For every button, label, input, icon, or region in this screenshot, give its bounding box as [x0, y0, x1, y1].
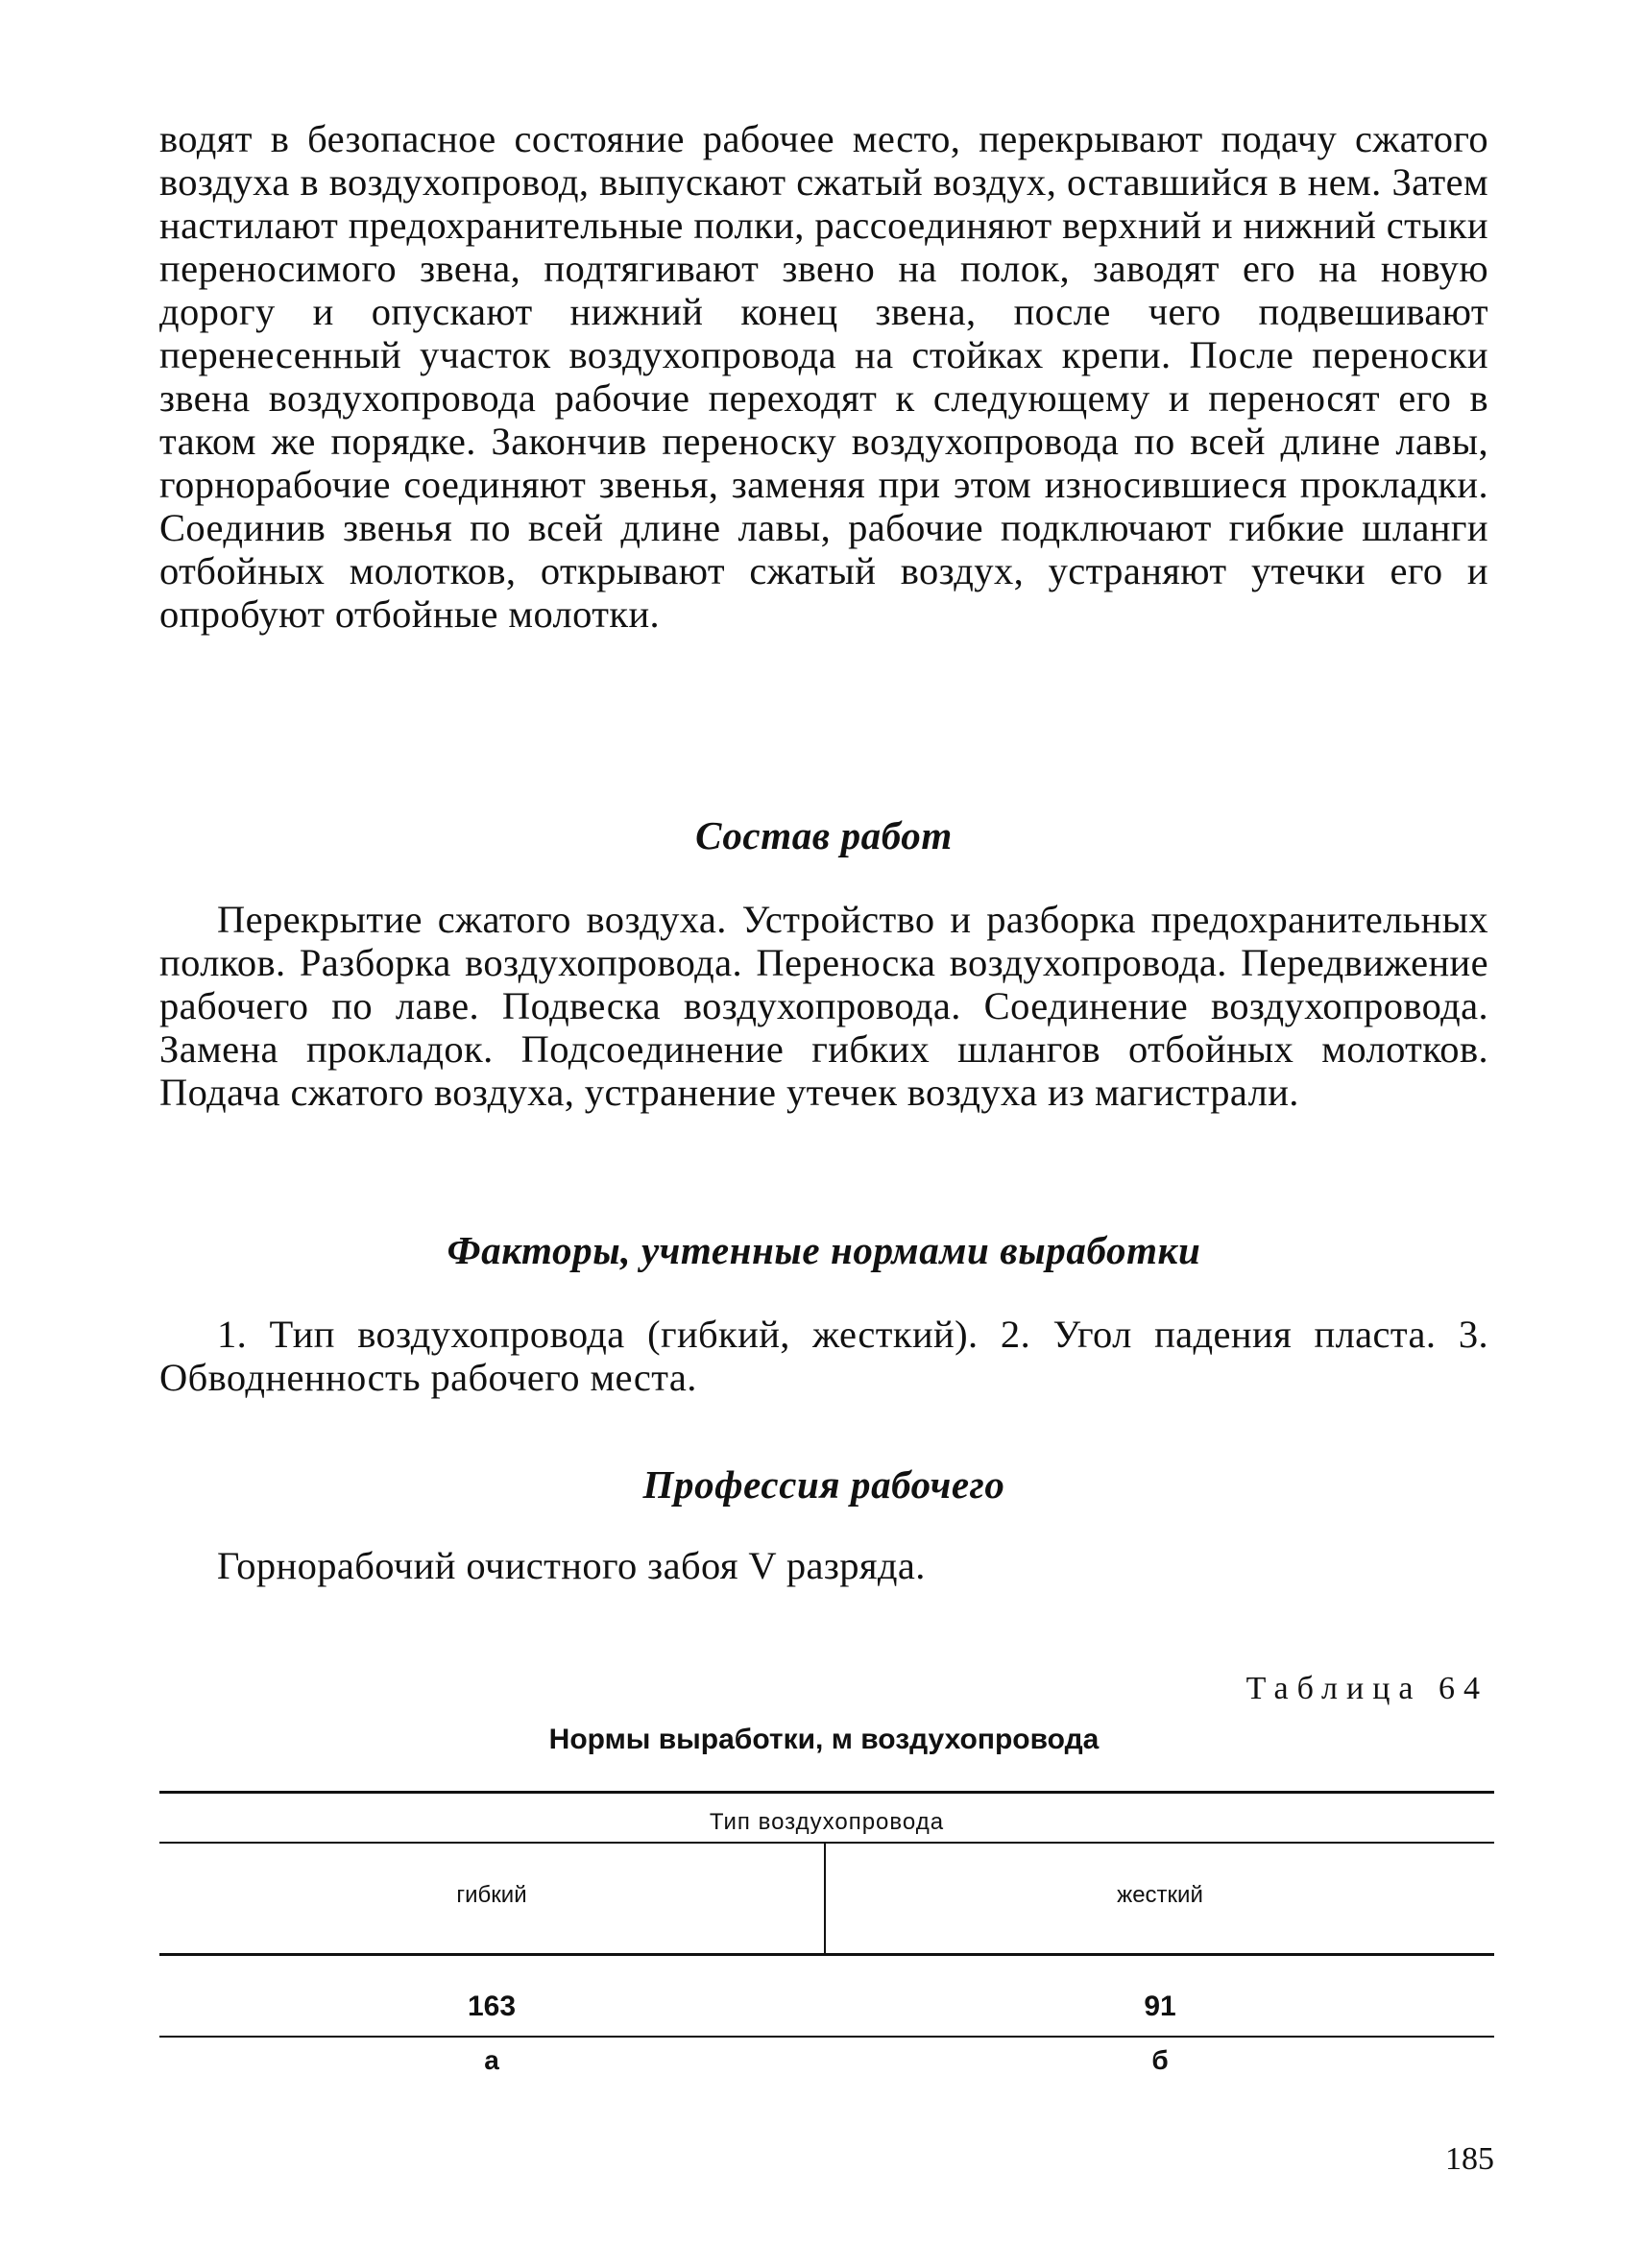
factors-block	[159, 1313, 1488, 1399]
intro-block	[159, 117, 1488, 636]
profession-block	[159, 1544, 1488, 1587]
work-composition-block	[159, 898, 1488, 1114]
profession-text: Горнорабочий очистного забоя V разряда.	[217, 1544, 926, 1587]
table-label: Таблица 64	[1245, 1671, 1488, 1706]
table-column-index-a: а	[484, 2045, 499, 2075]
table-group-header: Тип воздухопровода	[709, 1809, 945, 1835]
page-number: 185	[1445, 2141, 1494, 2177]
table-column-index-b: б	[1151, 2045, 1169, 2075]
table-column-header-rigid: жесткий	[1117, 1882, 1203, 1908]
table-header-rule	[159, 1842, 1494, 1844]
work-composition-text: Перекрытие сжатого воздуха. Устройство и разборка предохранительных полков. Разборка воздухопровода. Переноска воздухопровода. Передвижение рабочего по лаве. Подвеска воздухопровода. Соединение воздухопровода. Замена прокладок. Подсоединение гибких шлангов отбойных молотков. Подача сжатого воздуха, устранение утечек воздуха из магистрали.	[159, 898, 1488, 1114]
table-bottom-rule	[159, 2036, 1494, 2038]
section-heading-factors: Факторы, учтенные нормами выработки	[447, 1228, 1201, 1272]
section-heading-profession: Профессия рабочего	[642, 1462, 1005, 1507]
table-value-flexible: 163	[467, 1991, 517, 2022]
table-title: Нормы выработки, м воздухопровода	[548, 1724, 1100, 1755]
table-top-rule	[159, 1791, 1494, 1794]
table-body-rule	[159, 1953, 1494, 1956]
intro-paragraph: водят в безопасное состояние рабочее место, перекрывают подачу сжатого воздуха в воздухопровод, выпускают сжатый воздух, оставшийся в нем. Затем настилают предохранительные полки, рассоединяют верхний и нижний стыки переносимого звена, подтягивают звено на полок, заводят его на новую дорогу и опускают нижний конец звена, после чего подвешивают перенесенный участок воздухопровода на стойках крепи. После переноски звена воздухопровода рабочие переходят к следующему и переносят его в таком же порядке. Закончив переноску воздухопровода по всей длине лавы, горнорабочие соединяют звенья, заменяя при этом износившиеся прокладки. Соединив звенья по всей длине лавы, рабочие подключают гибкие шланги отбойных молотков, открывают сжатый воздух, устраняют утечки его и опробуют отбойные молотки.	[159, 117, 1488, 636]
section-heading-work-composition: Состав работ	[695, 813, 953, 857]
factors-text: 1. Тип воздухопровода (гибкий, жесткий). 2. Угол падения пласта. 3. Обводненность рабочего места.	[159, 1313, 1488, 1399]
table-column-header-flexible: гибкий	[456, 1882, 527, 1908]
table-value-rigid: 91	[1144, 1991, 1176, 2022]
